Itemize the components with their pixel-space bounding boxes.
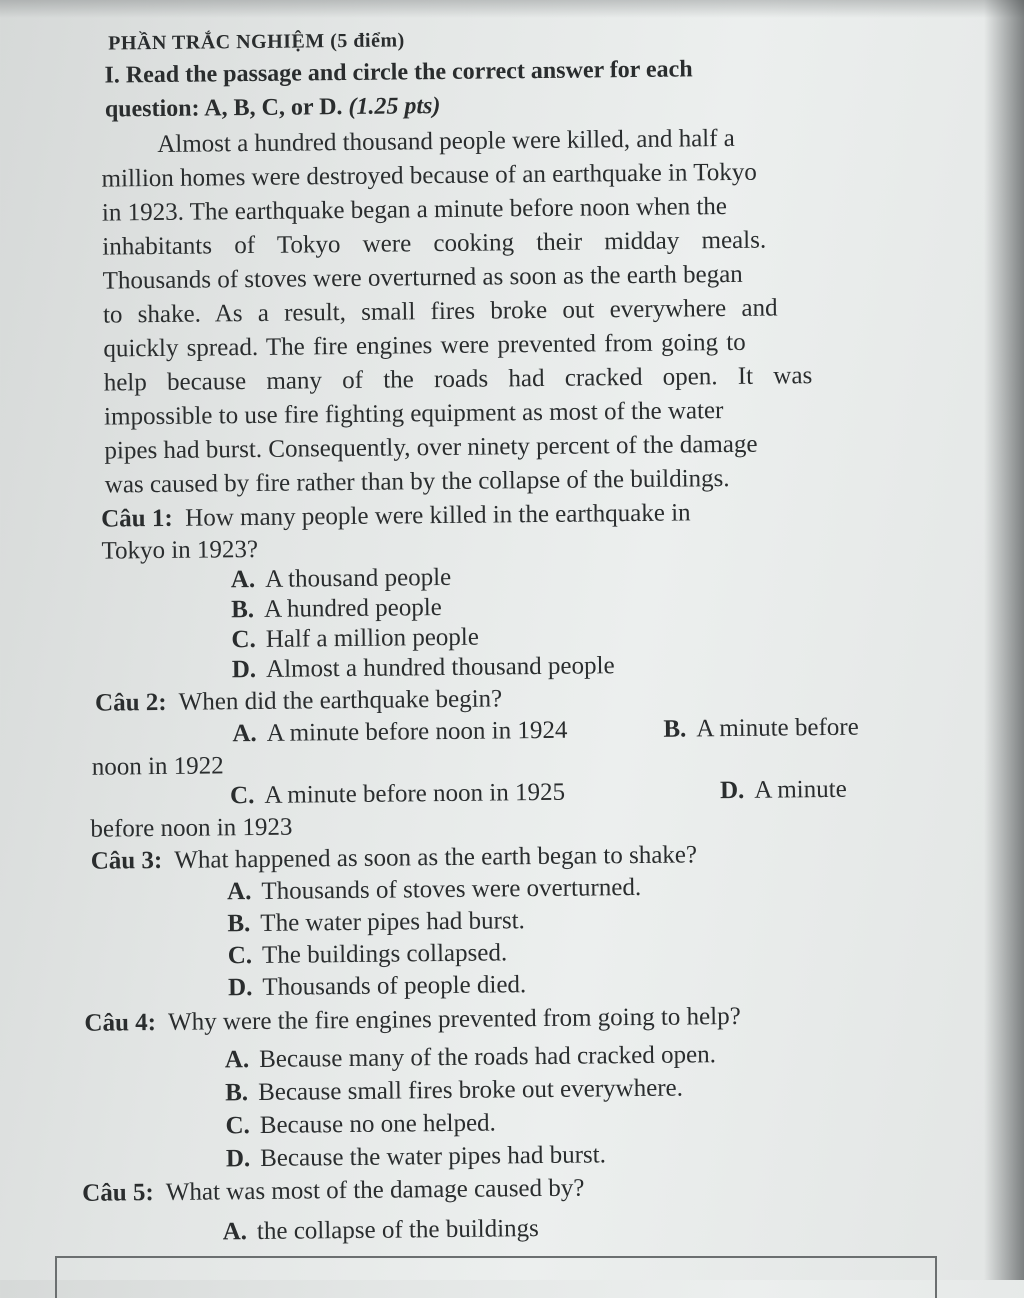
- option-a[interactable]: A. Thousands of stoves were overturned.: [226, 873, 642, 906]
- passage-line: Thousands of stoves were overturned as soon as the earth began: [102, 260, 743, 295]
- answer-table-edge: [55, 1256, 937, 1298]
- option-a[interactable]: A. the collapse of the buildings: [222, 1215, 539, 1246]
- passage-line: pipes had burst. Consequently, over ninety percent of the damage: [104, 430, 758, 465]
- option-d-wrap[interactable]: before noon in 1923: [90, 813, 293, 843]
- passage-line: to shake. As a result, small fires broke out everywhere and: [102, 294, 778, 329]
- passage-line: inhabitants of Tokyo were cooking their midday meals.: [102, 226, 767, 261]
- question-label: Câu 4:: [84, 1009, 157, 1037]
- top-shadow: [0, 0, 1024, 18]
- passage-line: was caused by fire rather than by the collapse of the buildings.: [104, 465, 730, 499]
- option-b[interactable]: B. A minute before: [663, 713, 859, 743]
- option-d[interactable]: D. Thousands of people died.: [227, 971, 527, 1002]
- passage-line: quickly spread. The fire engines were prevented from going to: [103, 328, 746, 363]
- option-a[interactable]: A. A thousand people: [230, 563, 452, 594]
- instruction-text-2: question: A, B, C, or D.: [104, 93, 349, 123]
- option-b[interactable]: B. A hundred people: [230, 594, 442, 624]
- option-c[interactable]: C. Half a million people: [231, 623, 480, 654]
- option-b-wrap[interactable]: noon in 1922: [91, 752, 224, 781]
- question-5-text: Câu 5: What was most of the damage caused by?: [82, 1174, 585, 1207]
- question-label: Câu 3:: [90, 846, 163, 875]
- question-2-text: Câu 2: When did the earthquake begin?: [94, 685, 503, 717]
- option-d[interactable]: D. A minute: [719, 775, 847, 805]
- option-d[interactable]: D. Because the water pipes had burst.: [225, 1141, 607, 1173]
- option-c[interactable]: C. Because no one helped.: [225, 1109, 496, 1140]
- question-3-text: Câu 3: What happened as soon as the earth began to shake?: [90, 841, 698, 875]
- passage-line: help because many of the roads had cracked open. It was: [103, 362, 813, 397]
- question-label: Câu 5:: [82, 1179, 154, 1207]
- question-label: Câu 2:: [94, 688, 167, 717]
- question-1-text: Câu 1: How many people were killed in the earthquake in: [101, 499, 691, 533]
- passage-line: Almost a hundred thousand people were killed, and half a: [157, 124, 735, 158]
- passage-line: in 1923. The earthquake began a minute before noon when the: [101, 193, 728, 227]
- question-4-text: Câu 4: Why were the fire engines prevented from going to help?: [84, 1002, 741, 1037]
- worksheet-page: [60, 17, 900, 1246]
- section-header: PHẦN TRẮC NGHIỆM (5 điểm): [108, 29, 405, 55]
- option-a[interactable]: A. Because many of the roads had cracked open.: [224, 1041, 717, 1074]
- option-a[interactable]: A. A minute before noon in 1924: [232, 716, 568, 748]
- instruction-line-2: [105, 90, 441, 126]
- instruction-points: (1.25 pts): [348, 93, 441, 120]
- question-1-text-cont: Tokyo in 1923?: [101, 535, 259, 565]
- instruction-line-1: [104, 51, 876, 91]
- option-b[interactable]: B. The water pipes had burst.: [227, 907, 525, 938]
- option-c[interactable]: C. The buildings collapsed.: [227, 939, 508, 970]
- question-label: Câu 1:: [101, 504, 173, 533]
- instruction-text-1: I. Read the passage and circle the correct answer for each: [104, 56, 693, 89]
- option-d[interactable]: D. Almost a hundred thousand people: [231, 652, 615, 684]
- option-b[interactable]: B. Because small fires broke out everywhere.: [225, 1074, 684, 1107]
- option-c[interactable]: C. A minute before noon in 1925: [229, 778, 566, 810]
- right-shadow: [984, 0, 1024, 1280]
- passage-line: impossible to use fire fighting equipment as most of the water: [103, 397, 724, 431]
- passage-line: million homes were destroyed because of an earthquake in Tokyo: [101, 158, 757, 193]
